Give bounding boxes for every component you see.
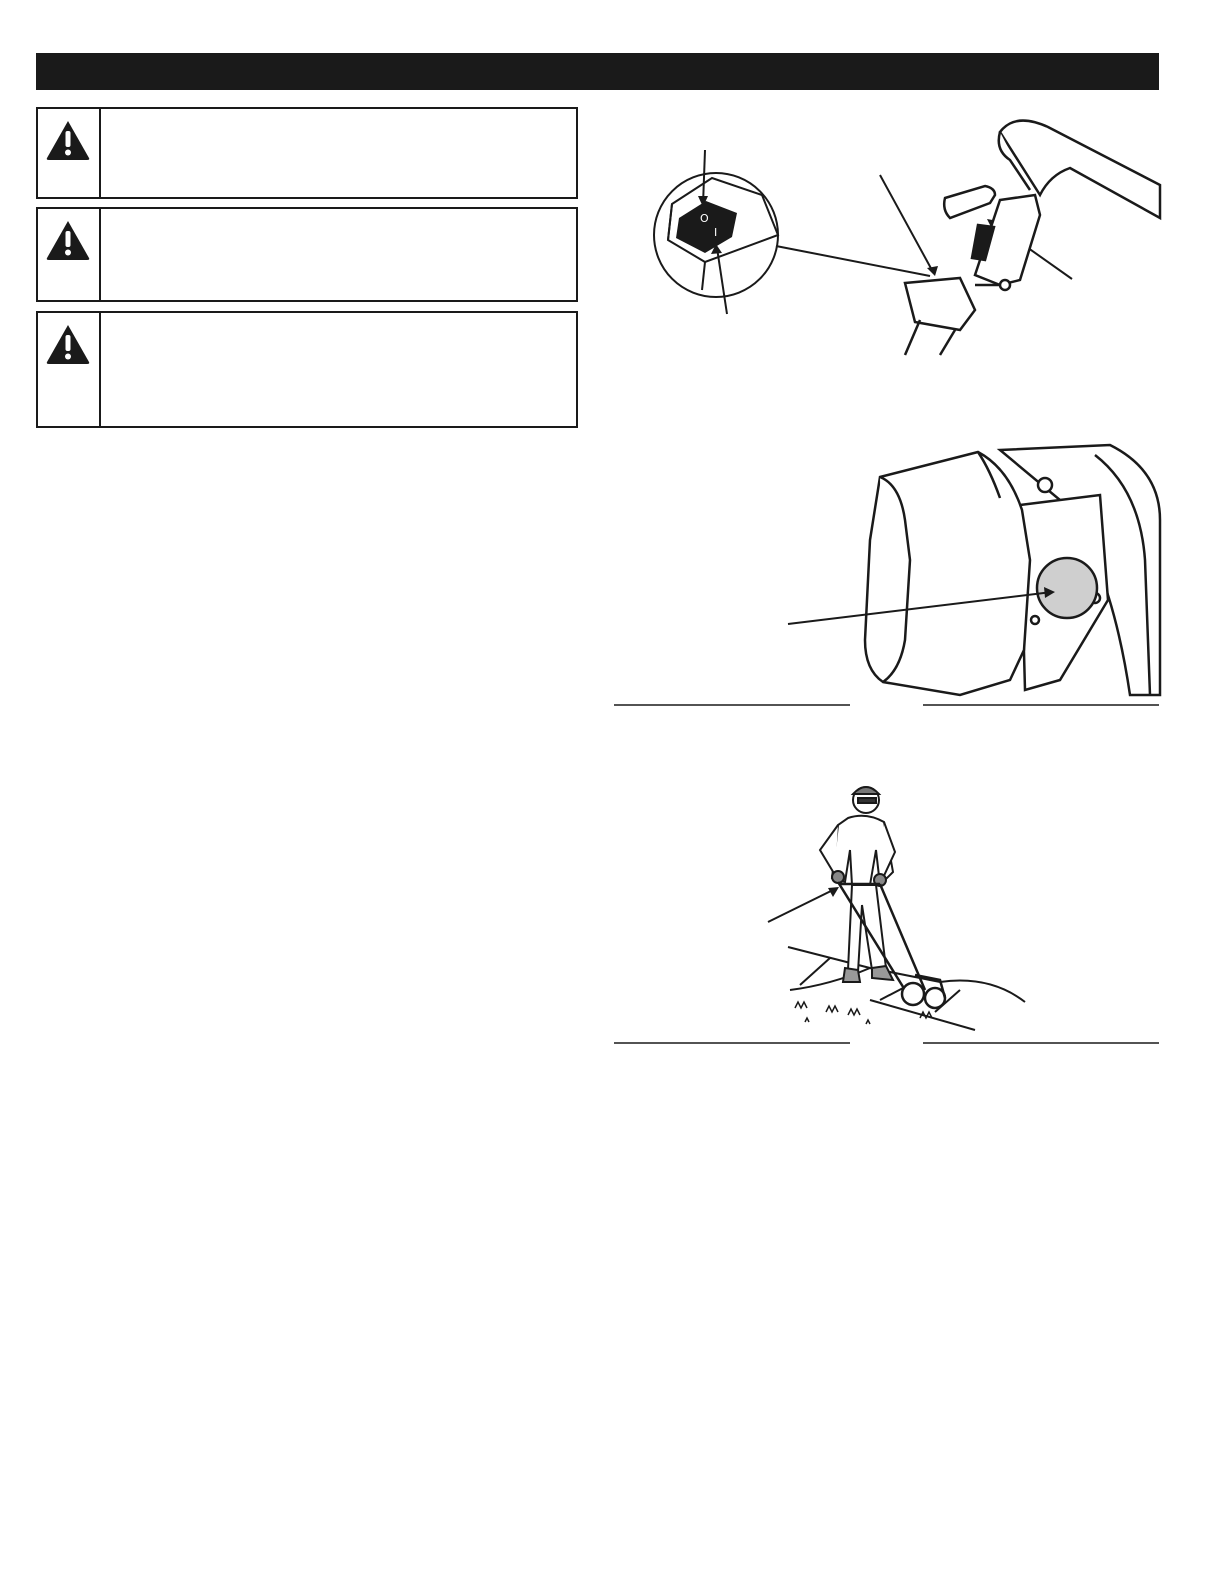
- switch-on-label: I: [714, 226, 718, 239]
- warning-triangle-icon: [45, 219, 91, 261]
- primer-bulb-figure: [600, 440, 1170, 710]
- warning-icon-cell: [38, 313, 101, 426]
- section-header-bar: [36, 53, 1159, 90]
- warning-box: [36, 311, 578, 428]
- on-off-switch-figure: [600, 105, 1170, 365]
- warning-text: [101, 209, 576, 300]
- warning-text: [101, 109, 576, 197]
- warning-icon-cell: [38, 109, 101, 197]
- warning-box: [36, 207, 578, 302]
- warning-icon-cell: [38, 209, 101, 300]
- warning-triangle-icon: [45, 119, 91, 161]
- operator-edging-figure: [600, 775, 1170, 1050]
- warning-text: [101, 313, 576, 426]
- switch-off-label: O: [700, 212, 709, 225]
- warning-box: [36, 107, 578, 199]
- warning-triangle-icon: [45, 323, 91, 365]
- handle-illustration: [905, 121, 1160, 355]
